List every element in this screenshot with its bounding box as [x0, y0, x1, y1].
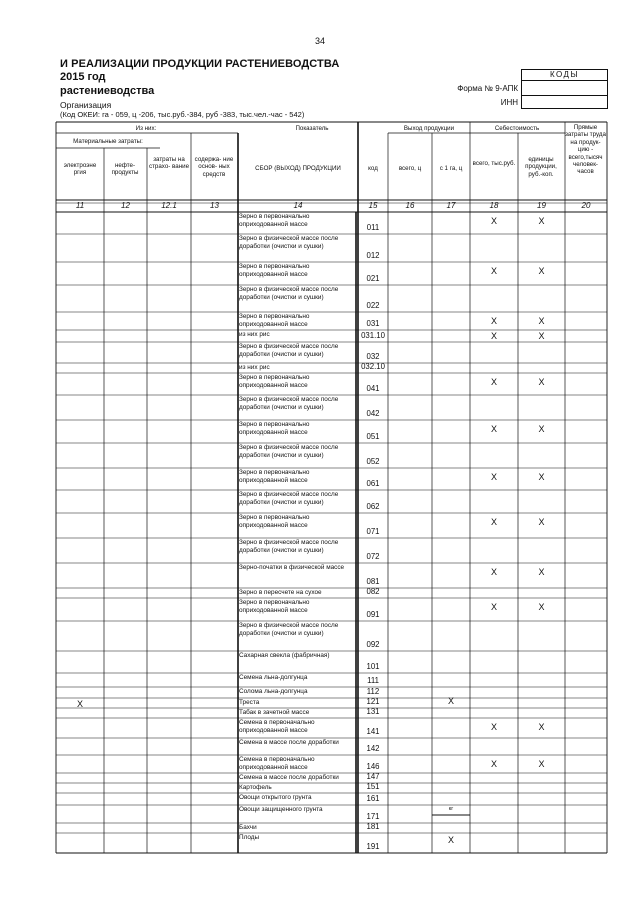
- col-number: 19: [537, 201, 546, 210]
- row-code: 032: [366, 352, 380, 361]
- row-code: 171: [366, 812, 380, 821]
- col-number: 12: [121, 201, 130, 210]
- row-code: 051: [366, 432, 380, 441]
- organization-label: Организация: [60, 100, 112, 110]
- x-mark: X: [538, 331, 545, 341]
- x-mark: X: [490, 759, 497, 769]
- row-label: Зерно в первоначально оприходованной массе: [239, 213, 310, 228]
- col-number: 14: [293, 201, 303, 210]
- x-mark: X: [490, 377, 497, 387]
- row-code: 131: [366, 707, 380, 716]
- row-code: 031: [366, 319, 380, 328]
- header-maintenance: содержа- ние основ- ных средств: [194, 156, 234, 178]
- header-harvest: СБОР (ВЫХОД) ПРОДУКЦИИ: [255, 165, 341, 172]
- row-label: Плоды: [239, 834, 260, 841]
- x-mark: X: [538, 517, 545, 527]
- row-code: 042: [366, 409, 380, 418]
- x-mark: X: [538, 216, 545, 226]
- x-mark: X: [490, 517, 497, 527]
- x-mark: X: [490, 472, 497, 482]
- row-label: из них рис: [239, 364, 270, 371]
- row-code: 112: [366, 687, 380, 696]
- row-code: 012: [366, 251, 380, 260]
- header-output: Выход продукции: [403, 125, 455, 132]
- row-code: 151: [366, 782, 380, 791]
- header-output-total: всего, ц: [398, 165, 422, 172]
- header-electricity: электроэне ргия: [63, 162, 97, 177]
- row-label: Зерно в первоначально оприходованной массе: [239, 263, 310, 278]
- x-mark: X: [490, 216, 497, 226]
- header-insurance: затраты на страхо- вание: [148, 156, 190, 171]
- x-mark: X: [490, 602, 497, 612]
- row-code: 146: [366, 762, 380, 771]
- row-code: 161: [366, 794, 380, 803]
- row-label: Семена в первоначально оприходованной массе: [239, 719, 315, 734]
- inn-label: ИНН: [500, 98, 518, 107]
- x-mark: X: [490, 316, 497, 326]
- col-number: 13: [210, 201, 219, 210]
- row-label: Семена в массе после доработки: [239, 739, 339, 746]
- x-mark: X: [538, 266, 545, 276]
- col-number: 20: [581, 201, 591, 210]
- row-label: Зерно в физической массе после доработки (очистки и сушки): [239, 286, 339, 301]
- x-mark: X: [538, 377, 545, 387]
- row-code: 111: [367, 676, 379, 685]
- header-indicator: Показатель: [295, 125, 329, 132]
- codes-title: КОДЫ: [521, 69, 608, 81]
- row-label: Зерно-початки в физической массе: [239, 564, 345, 571]
- row-label: Картофель: [239, 784, 272, 791]
- row-code: 142: [366, 744, 380, 753]
- x-mark: X: [490, 331, 497, 341]
- col-number: 18: [489, 201, 499, 210]
- row-code: 062: [366, 502, 380, 511]
- row-label: из них рис: [239, 331, 270, 338]
- page-number: 34: [314, 36, 325, 46]
- col-number: 11: [75, 201, 85, 210]
- header-material-costs: Материальные затраты:: [73, 138, 143, 145]
- x-mark: X: [538, 472, 545, 482]
- header-cost-total: всего, тыс.руб.: [472, 160, 516, 167]
- row-label: Овощи защищенного грунта: [239, 806, 323, 813]
- okei-note: (Код ОКЕИ: га - 059, ц -206, тыс.руб.-384, руб -383, тыс.чел.-час - 542): [60, 110, 305, 119]
- header-cost-unit: единицы продукции, руб.-коп.: [525, 156, 557, 178]
- x-mark: X: [538, 424, 545, 434]
- row-label: Зерно в первоначально оприходованной массе: [239, 421, 310, 436]
- x-mark: X: [490, 424, 497, 434]
- row-label: Табак в зачетной массе: [239, 709, 310, 716]
- x-mark: X: [490, 567, 497, 577]
- x-mark: X: [490, 722, 497, 732]
- header-iz-nih: Из них:: [135, 125, 157, 132]
- row-label: Семена в первоначально оприходованной массе: [239, 756, 315, 771]
- form-number-label: Форма № 9-АПК: [457, 84, 518, 93]
- row-code: 081: [366, 577, 380, 586]
- row-code: 061: [366, 479, 380, 488]
- header-labor: Прямые затраты труда на продук- цию - всего,тысяч человек- часов: [565, 124, 606, 176]
- row-code: 052: [366, 457, 380, 466]
- col-number: 12.1: [161, 201, 177, 210]
- col-number: 15: [368, 201, 378, 210]
- row-code: 147: [366, 772, 380, 781]
- row-label: Зерно в физической массе после доработки (очистки и сушки): [239, 539, 339, 554]
- x-mark: X: [538, 567, 545, 577]
- row-code: 121: [366, 697, 380, 706]
- form-title-line-2: 2015 год: [60, 71, 106, 83]
- row-label: Треста: [239, 699, 260, 706]
- row-label: Зерно в физической массе после доработки (очистки и сушки): [239, 622, 339, 637]
- row-code: 031.10: [361, 331, 385, 340]
- form-title-line-1: И РЕАЛИЗАЦИИ ПРОДУКЦИИ РАСТЕНИЕВОДСТВА: [60, 58, 340, 70]
- row-label: Зерно в первоначально оприходованной массе: [239, 599, 310, 614]
- header-oil-products: нефте- продукты: [111, 162, 139, 177]
- row-label: Зерно в первоначально оприходованной массе: [239, 374, 310, 389]
- row-label: Зерно в физической массе после доработки (очистки и сушки): [239, 491, 339, 506]
- header-per-hectare: с 1 га, ц: [439, 165, 463, 172]
- kg-note: кг: [448, 806, 454, 812]
- row-code: 141: [366, 727, 380, 736]
- row-code: 021: [366, 274, 380, 283]
- row-label: Солома льна-долгунца: [239, 688, 308, 695]
- x-mark: X: [76, 699, 83, 709]
- row-label: Зерно в физической массе после доработки (очистки и сушки): [239, 444, 339, 459]
- row-label: Зерно в первоначально оприходованной массе: [239, 469, 310, 484]
- row-label: Семена льна-долгунца: [239, 674, 308, 681]
- row-code: 101: [366, 662, 380, 671]
- x-mark: X: [538, 759, 545, 769]
- row-code: 041: [366, 384, 380, 393]
- header-code: код: [368, 165, 378, 172]
- row-code: 191: [366, 842, 380, 851]
- row-label: Зерно в физической массе после доработки (очистки и сушки): [239, 396, 339, 411]
- row-code: 181: [366, 822, 380, 831]
- row-label: Семена в массе после доработки: [239, 774, 339, 781]
- row-label: Зерно в первоначально оприходованной массе: [239, 313, 310, 328]
- row-code: 011: [366, 223, 380, 232]
- row-code: 091: [366, 610, 380, 619]
- col-number: 16: [405, 201, 415, 210]
- row-label: Зерно в физической массе после доработки (очистки и сушки): [239, 235, 339, 250]
- x-mark: X: [538, 722, 545, 732]
- row-code: 032.10: [361, 362, 385, 371]
- x-mark: X: [538, 316, 545, 326]
- x-mark: X: [490, 266, 497, 276]
- row-label: Зерно в пересчете на сухое: [239, 589, 322, 596]
- header-cost: Себестоимость: [494, 125, 540, 132]
- row-label: Овощи открытого грунта: [239, 794, 312, 801]
- row-code: 022: [366, 301, 380, 310]
- row-label: Сахарная свекла (фабричная): [239, 652, 330, 659]
- row-code: 071: [366, 527, 380, 536]
- x-mark: X: [447, 835, 454, 845]
- row-code: 092: [366, 640, 380, 649]
- row-label: Зерно в физической массе после доработки (очистки и сушки): [239, 343, 339, 358]
- x-mark: X: [447, 696, 454, 706]
- x-mark: X: [538, 602, 545, 612]
- row-label: Зерно в первоначально оприходованной массе: [239, 514, 310, 529]
- form-title-line-3: растениеводства: [60, 85, 155, 97]
- col-number: 17: [446, 201, 456, 210]
- row-code: 082: [366, 587, 380, 596]
- row-label: Бахчи: [239, 824, 257, 831]
- row-code: 072: [366, 552, 380, 561]
